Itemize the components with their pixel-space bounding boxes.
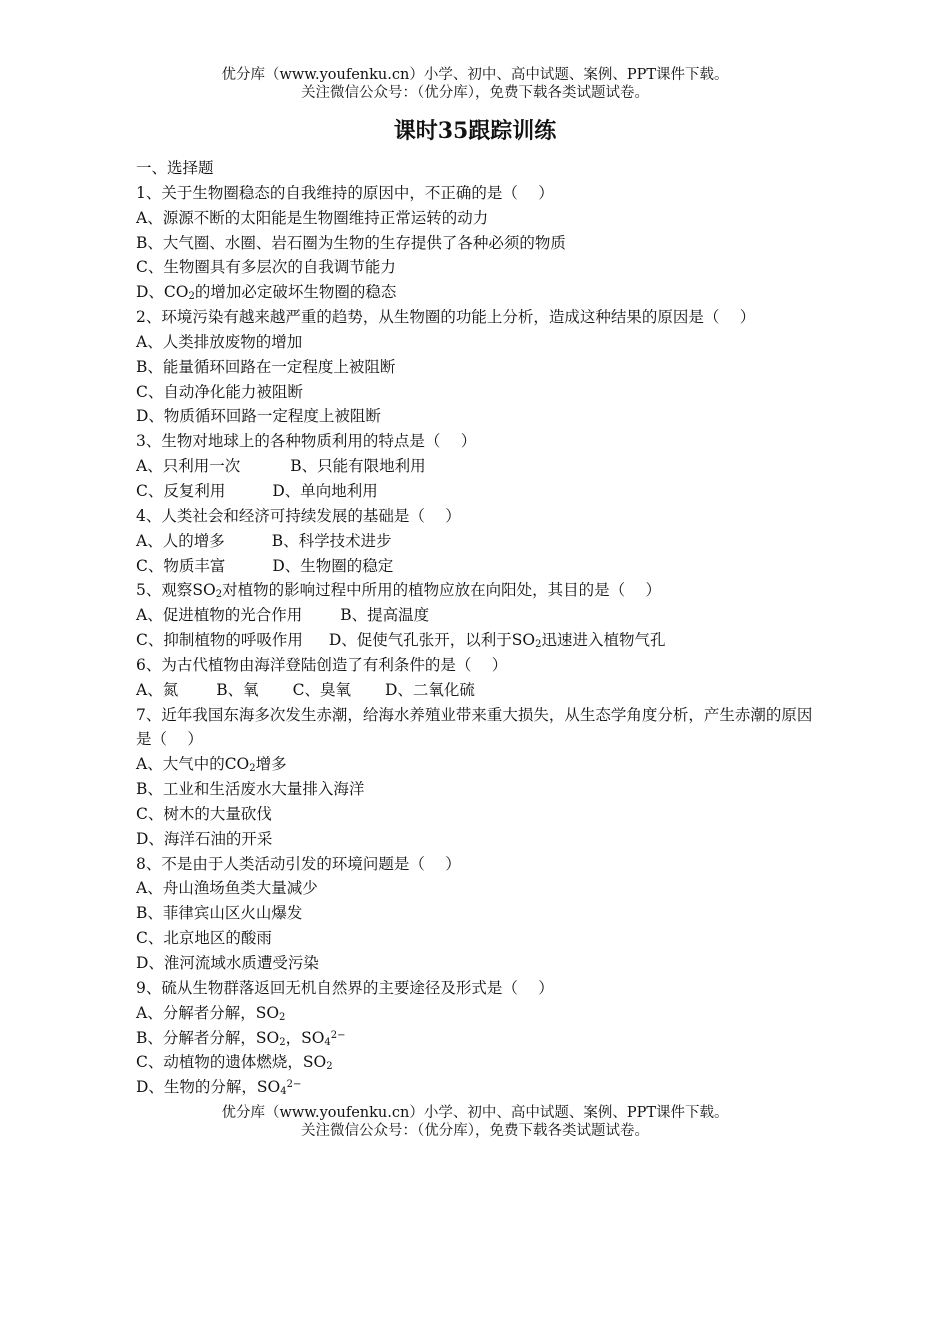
question-5-options-cd xyxy=(136,628,826,653)
question-7-option-b: B、工业和生活废水大量排入海洋 xyxy=(136,780,365,799)
question-6-option-a: A、氮 xyxy=(136,680,179,699)
page-title: 课时35跟踪训练 xyxy=(393,118,557,144)
subscript: 2 xyxy=(326,1061,333,1073)
question-5-option-d xyxy=(329,631,666,649)
footer-line-1: 优分库（www.youfenku.cn）小学、初中、高中试题、案例、PPT课件下载。 xyxy=(221,1105,729,1121)
question-6-option-d: D、二氧化硫 xyxy=(384,680,475,699)
question-2-option-d: D、物质循环回路一定程度上被阻断 xyxy=(136,407,381,426)
question-4-option-c: C、物质丰富 xyxy=(136,556,226,575)
page-footer xyxy=(0,1104,950,1140)
question-5-option-a: A、促进植物的光合作用 xyxy=(136,606,303,625)
subscript: 2 xyxy=(188,291,195,303)
question-4-stem: 4、人类社会和经济可持续发展的基础是（ ） xyxy=(136,506,461,525)
question-5-stem xyxy=(136,578,826,603)
question-2-option-c: C、自动净化能力被阻断 xyxy=(136,382,303,401)
question-6-option-c: C、臭氧 xyxy=(292,680,351,699)
question-4-option-b: B、科学技术进步 xyxy=(271,531,392,550)
question-4-options-cd xyxy=(136,554,826,579)
question-7-option-a xyxy=(136,752,826,777)
subscript: 2 xyxy=(279,1036,286,1048)
question-6-options xyxy=(136,678,826,703)
question-7-option-c: C、树木的大量砍伐 xyxy=(136,804,272,823)
section-heading: 一、选择题 xyxy=(136,159,214,177)
subscript: 2 xyxy=(249,763,256,775)
question-4-options-ab xyxy=(136,529,826,554)
subscript: 2 xyxy=(535,639,542,651)
question-9-option-a xyxy=(136,1001,826,1026)
text-part: A、分解者分解，SO xyxy=(136,1003,280,1022)
question-1-option-c: C、生物圈具有多层次的自我调节能力 xyxy=(136,258,396,277)
question-9-option-b xyxy=(136,1026,826,1051)
text-part: ，SO xyxy=(285,1028,325,1047)
question-9-option-c xyxy=(136,1050,826,1075)
subscript: 2 xyxy=(215,589,223,601)
text-part: 5、观察SO xyxy=(136,581,216,600)
question-7-option-d: D、海洋石油的开采 xyxy=(136,829,273,848)
text-part: 迅速进入植物气孔 xyxy=(541,631,666,650)
question-6-option-b: B、氧 xyxy=(216,680,259,699)
question-9-option-d xyxy=(136,1075,826,1100)
question-1-option-b: B、大气圈、水圈、岩石圈为生物的生存提供了各种必须的物质 xyxy=(136,233,566,252)
superscript: 2− xyxy=(286,1079,302,1091)
text-part: D、CO xyxy=(136,283,189,302)
question-9-stem: 9、硫从生物群落返回无机自然界的主要途径及形式是（ ） xyxy=(136,978,554,997)
header-line-1: 优分库（www.youfenku.cn）小学、初中、高中试题、案例、PPT课件下载。 xyxy=(221,67,729,83)
question-2-stem: 2、环境污染有越来越严重的趋势，从生物圈的功能上分析，造成这种结果的原因是（ ） xyxy=(136,308,756,327)
question-1-option-d xyxy=(136,280,826,305)
question-8-option-d: D、淮河流域水质遭受污染 xyxy=(136,954,319,972)
question-3-option-b: B、只能有限地利用 xyxy=(290,457,426,476)
text-part: 增多 xyxy=(255,755,287,774)
question-8-option-b: B、菲律宾山区火山爆发 xyxy=(136,904,303,923)
subscript: 4 xyxy=(324,1036,331,1048)
question-7-stem: 7、近年我国东海多次发生赤潮，给海水养殖业带来重大损失，从生态学角度分析，产生赤潮的原因是（ ） xyxy=(136,705,813,749)
question-3-options-ab xyxy=(136,454,826,479)
superscript: 2− xyxy=(330,1029,346,1041)
question-3-option-d: D、单向地利用 xyxy=(272,481,378,500)
question-3-option-a: A、只利用一次 xyxy=(136,457,241,476)
question-1-stem: 1、关于生物圈稳态的自我维持的原因中，不正确的是（ ） xyxy=(136,183,554,202)
text-part: D、促使气孔张开，以利于SO xyxy=(328,631,536,650)
header-line-2: 关注微信公众号：（优分库），免费下载各类试题试卷。 xyxy=(301,85,649,101)
page-header xyxy=(0,66,950,102)
text-part: 的增加必定破坏生物圈的稳态 xyxy=(194,283,397,302)
question-3-option-c: C、反复利用 xyxy=(136,481,226,500)
question-4-option-d: D、生物圈的稳定 xyxy=(272,556,394,575)
question-8-option-a: A、舟山渔场鱼类大量减少 xyxy=(136,879,318,898)
question-4-option-a: A、人的增多 xyxy=(136,531,225,550)
question-5-option-c: C、抑制植物的呼吸作用 xyxy=(136,631,303,650)
question-8-stem: 8、不是由于人类活动引发的环境问题是（ ） xyxy=(136,854,461,873)
question-1-option-a: A、源源不断的太阳能是生物圈维持正常运转的动力 xyxy=(136,208,489,227)
question-3-options-cd xyxy=(136,479,826,504)
question-2-option-b: B、能量循环回路在一定程度上被阻断 xyxy=(136,357,396,376)
question-3-stem: 3、生物对地球上的各种物质利用的特点是（ ） xyxy=(136,432,477,451)
question-5-option-b: B、提高温度 xyxy=(340,606,430,625)
question-5-options-ab xyxy=(136,603,826,628)
question-2-option-a: A、人类排放废物的增加 xyxy=(136,332,303,351)
text-part: B、分解者分解，SO xyxy=(136,1028,280,1047)
subscript: 2 xyxy=(279,1011,286,1023)
footer-line-2: 关注微信公众号：（优分库），免费下载各类试题试卷。 xyxy=(301,1123,649,1139)
text-part: C、动植物的遗体燃烧，SO xyxy=(136,1053,327,1072)
text-part: 对植物的影响过程中所用的植物应放在向阳处，其目的是（ ） xyxy=(222,581,661,600)
question-list xyxy=(136,156,826,1100)
text-part: A、大气中的CO xyxy=(136,755,250,774)
question-6-stem: 6、为古代植物由海洋登陆创造了有利条件的是（ ） xyxy=(136,655,508,674)
text-part: D、生物的分解，SO xyxy=(136,1078,281,1097)
subscript: 4 xyxy=(280,1086,287,1098)
question-8-option-c: C、北京地区的酸雨 xyxy=(136,929,272,948)
